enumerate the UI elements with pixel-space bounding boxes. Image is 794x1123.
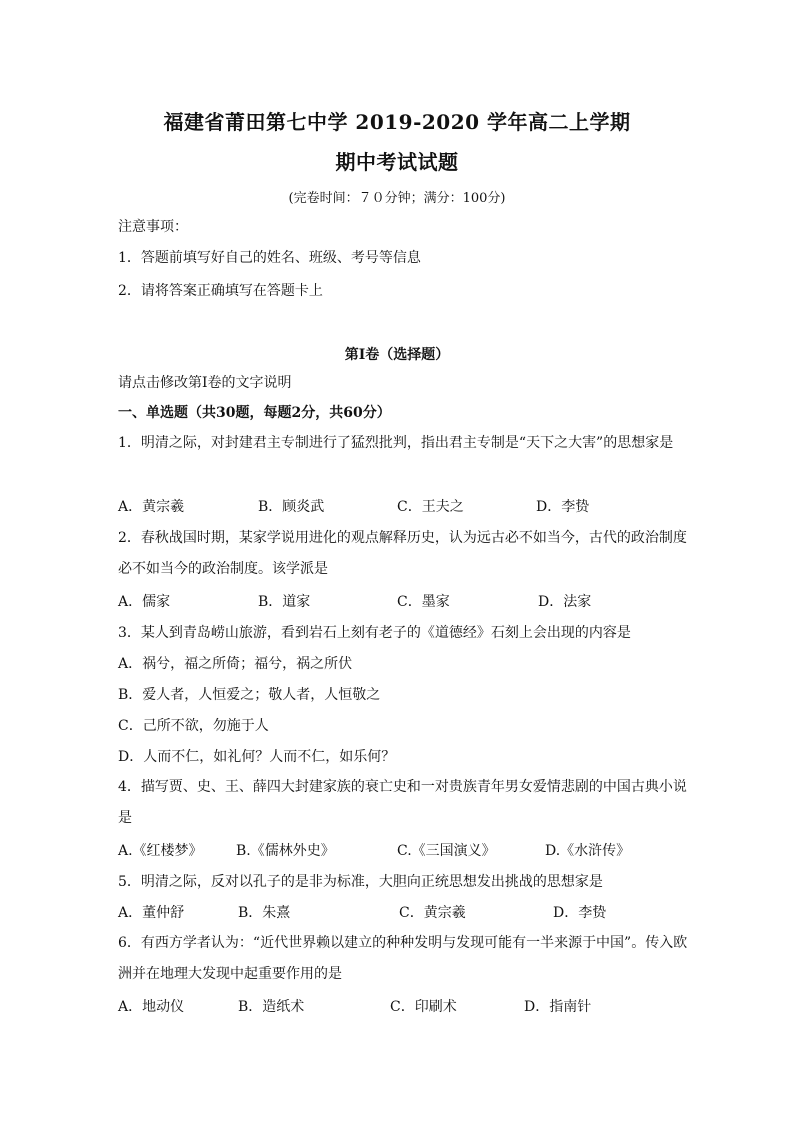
section-desc: 请点击修改第I卷的文字说明	[118, 375, 292, 391]
question-2-stem: 2．春秋战国时期，某家学说用进化的观点解释历史，认为远古必不如当今，古代的政治制度必不如当今的政治制度。该学派是	[118, 530, 687, 577]
question-5-option-d: D．李贽	[553, 905, 607, 921]
question-3-option-c: C．己所不欲，勿施于人	[118, 718, 269, 734]
question-4-option-b: B.《儒林外史》	[236, 843, 335, 859]
question-6-stem: 6．有西方学者认为：“近代世界赖以建立的种种发明与发现可能有一半来源于中国”。传入欧洲并在地理大发现中起重要作用的是	[118, 935, 688, 982]
question-6-option-a: A．地动仪	[118, 999, 185, 1015]
question-3-stem: 3．某人到青岛崂山旅游，看到岩石上刻有老子的《道德经》石刻上会出现的内容是	[118, 625, 631, 641]
question-4-option-d: D.《水浒传》	[545, 843, 631, 859]
question-3-option-b: B．爱人者，人恒爱之；敬人者，人恒敬之	[118, 687, 381, 703]
note-item-2: 2．请将答案正确填写在答题卡上	[118, 283, 323, 299]
question-2-option-a: A．儒家	[118, 594, 171, 610]
question-3-option-a: A．祸兮，福之所倚；福兮，祸之所伏	[118, 656, 353, 672]
question-6-option-d: D．指南针	[524, 999, 592, 1015]
question-5-stem: 5．明清之际，反对以孔子的是非为标准，大胆向正统思想发出挑战的思想家是	[118, 874, 603, 890]
notes-heading: 注意事项：	[118, 219, 188, 235]
question-2-option-b: B．道家	[258, 594, 311, 610]
question-1-option-b: B．顾炎武	[258, 499, 325, 515]
question-4-option-c: C.《三国演义》	[397, 843, 496, 859]
question-4-option-a: A.《红楼梦》	[118, 843, 203, 859]
question-6-option-b: B．造纸术	[238, 999, 305, 1015]
question-1-option-c: C．王夫之	[397, 499, 464, 515]
question-4-stem: 4．描写贾、史、王、薛四大封建家族的衰亡史和一对贵族青年男女爱情悲剧的中国古典小说是	[118, 779, 687, 826]
question-1-option-a: A．黄宗羲	[118, 499, 185, 515]
part-title: 一、单选题（共30题，每题2分，共60分）	[118, 405, 391, 421]
exam-title-line1: 福建省莆田第七中学 2019-2020 学年高二上学期	[163, 110, 631, 134]
exam-subtitle: (完卷时间：７０分钟；满分：100分)	[288, 191, 506, 206]
question-2-option-d: D．法家	[538, 594, 592, 610]
question-2-option-c: C．墨家	[397, 594, 450, 610]
section-title: 第I卷（选择题）	[344, 347, 450, 363]
note-item-1: 1．答题前填写好自己的姓名、班级、考号等信息	[118, 250, 421, 266]
question-5-option-a: A．董仲舒	[118, 905, 185, 921]
question-3-option-d: D．人而不仁，如礼何？人而不仁，如乐何？	[118, 749, 396, 765]
question-6-option-c: C．印刷术	[390, 999, 457, 1015]
question-5-option-b: B．朱熹	[238, 905, 291, 921]
question-5-option-c: C．黄宗羲	[399, 905, 466, 921]
question-1-option-d: D．李贽	[536, 499, 590, 515]
question-1-stem: 1．明清之际，对封建君主专制进行了猛烈批判，指出君主专制是“天下之大害”的思想家是	[118, 435, 674, 451]
exam-title-line2: 期中考试试题	[335, 150, 459, 174]
